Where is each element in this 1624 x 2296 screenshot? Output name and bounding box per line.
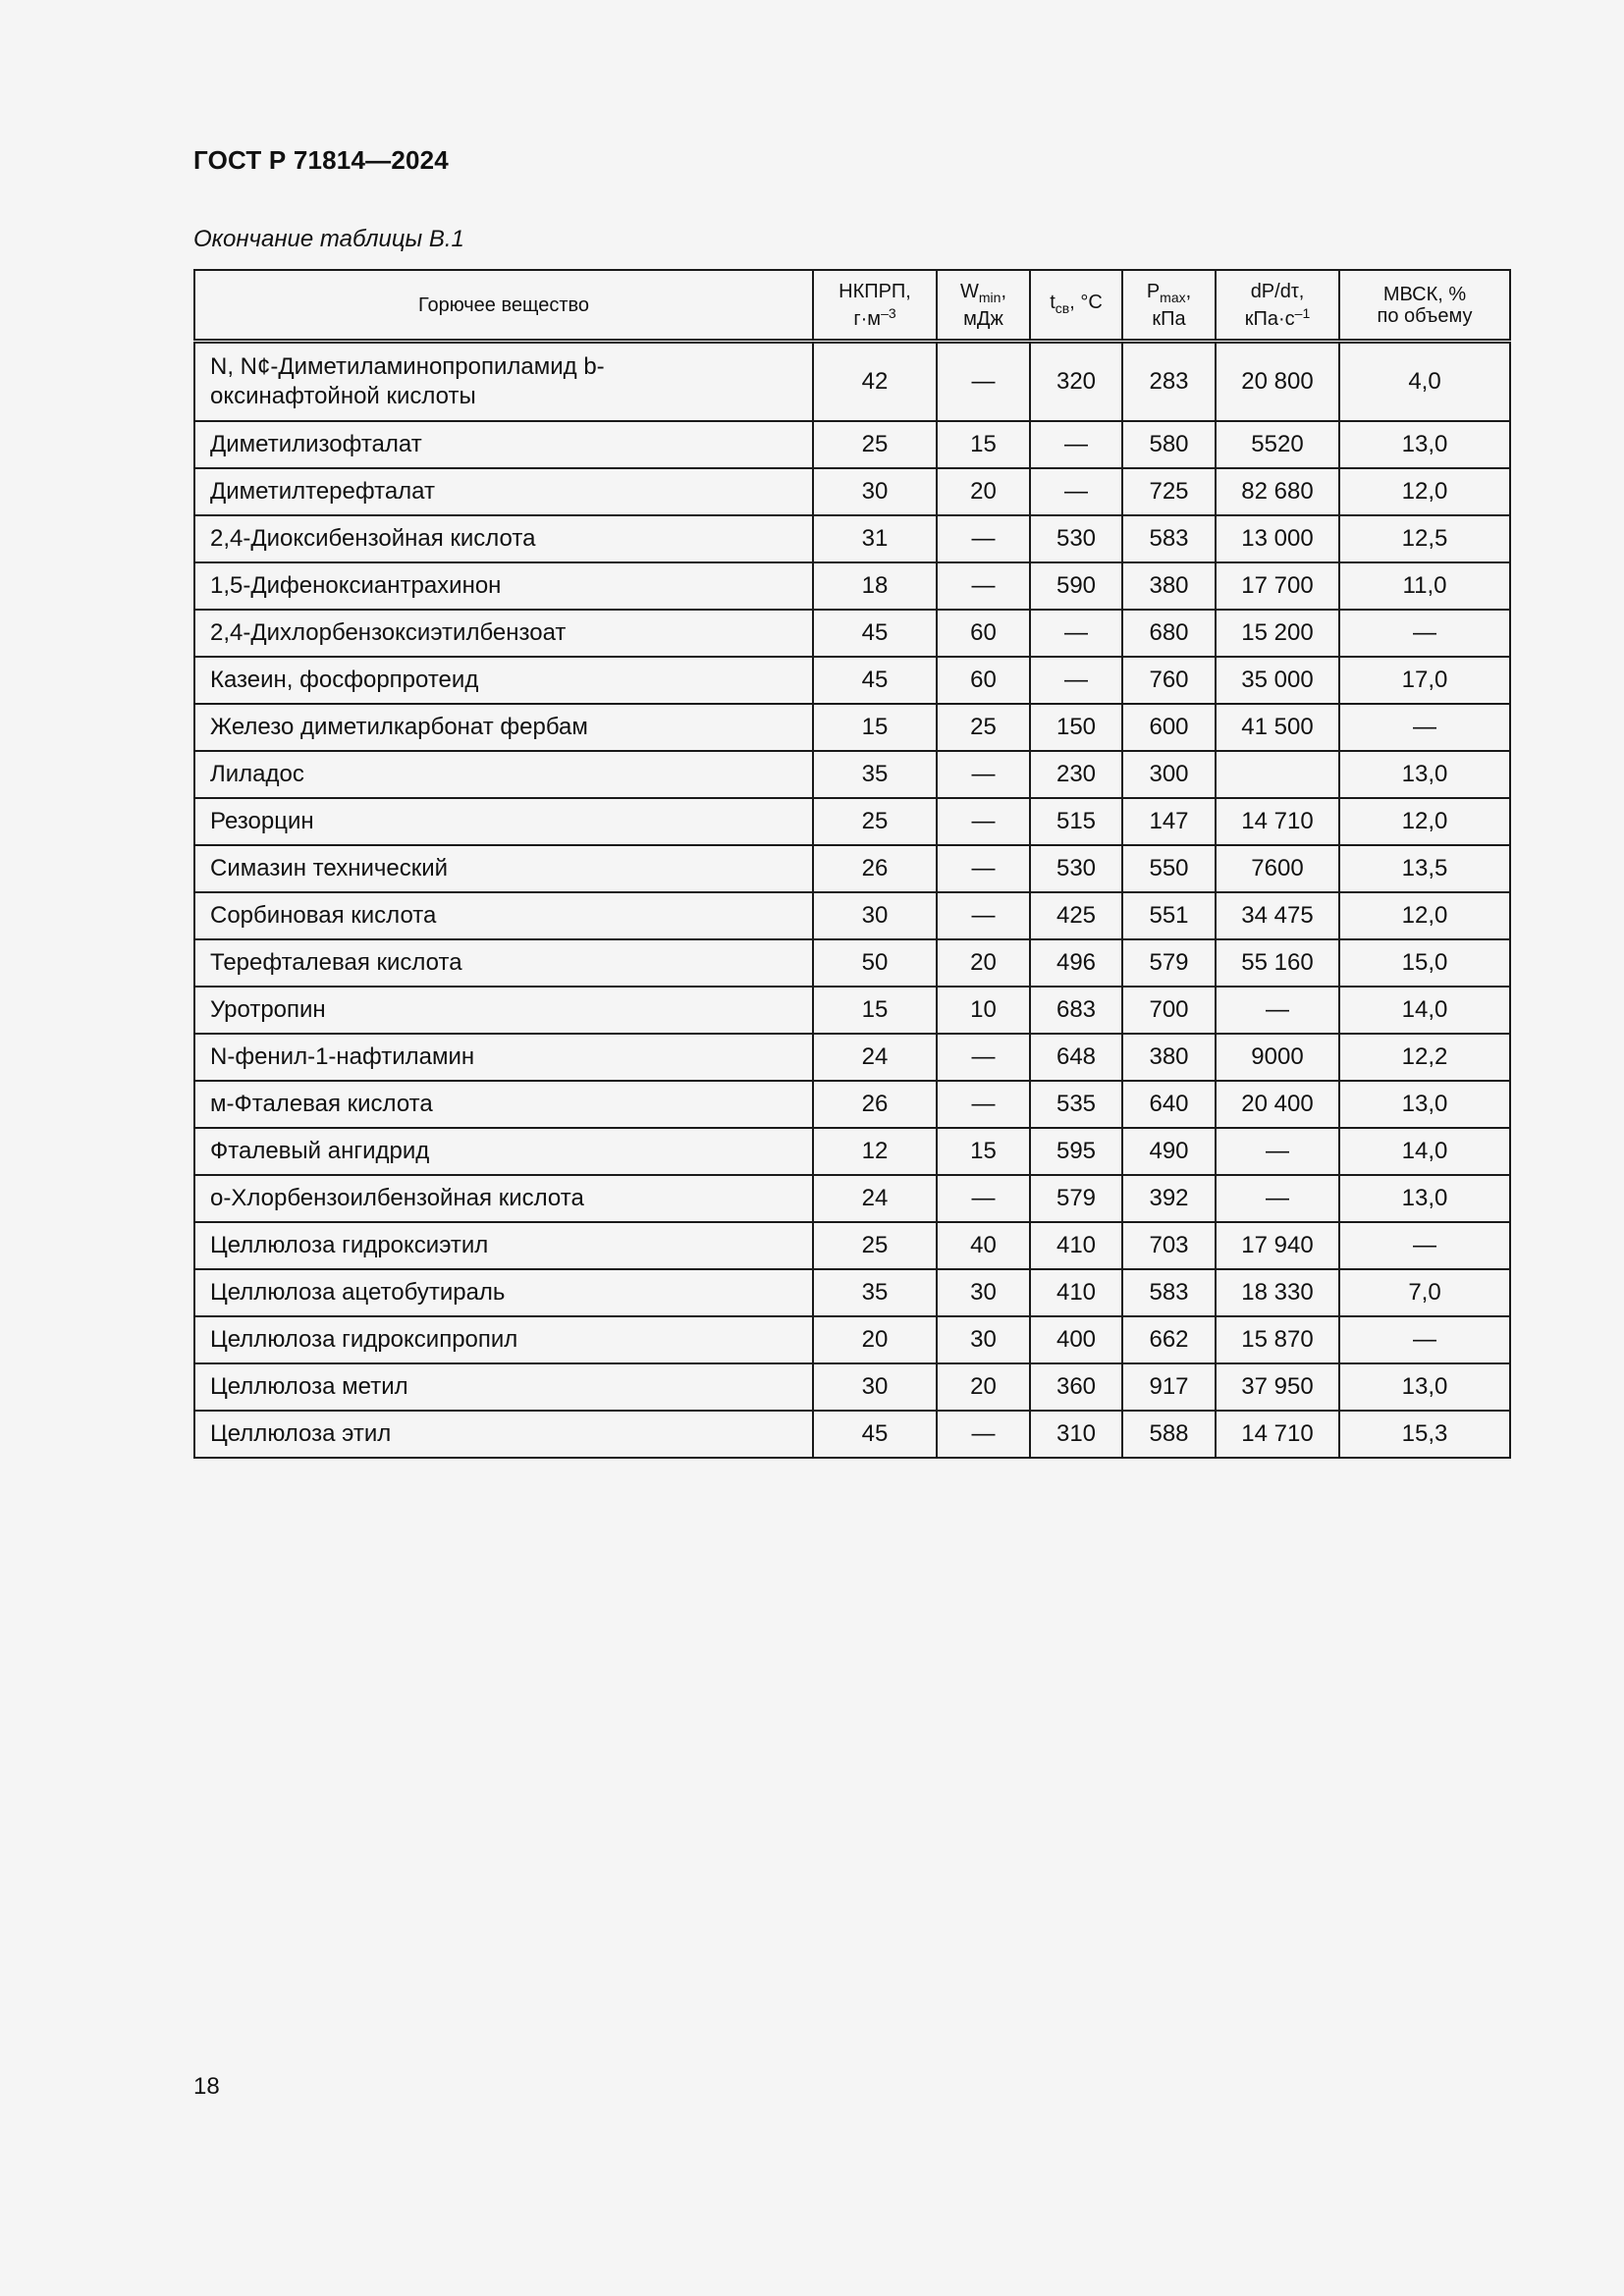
cell-substance: Целлюлоза этил (194, 1411, 813, 1458)
table-row (194, 562, 1510, 610)
cell-mvsk: 17,0 (1339, 657, 1510, 704)
table-row (194, 987, 1510, 1034)
cell-tsv: 360 (1030, 1363, 1122, 1411)
cell-tsv: 425 (1030, 892, 1122, 939)
cell-substance: Целлюлоза метил (194, 1363, 813, 1411)
cell-tsv: — (1030, 468, 1122, 515)
cell-wmin: — (937, 342, 1030, 422)
cell-wmin: — (937, 751, 1030, 798)
cell-lel: 25 (813, 798, 937, 845)
cell-pmax: 380 (1122, 562, 1216, 610)
cell-wmin: — (937, 845, 1030, 892)
cell-tsv: 648 (1030, 1034, 1122, 1081)
cell-dpdt: — (1216, 1175, 1339, 1222)
cell-wmin: 20 (937, 1363, 1030, 1411)
cell-substance: N, N¢-Диметиламинопропиламид b-оксинафтойной кислоты (194, 342, 813, 422)
cell-mvsk: 13,0 (1339, 1175, 1510, 1222)
cell-tsv: 590 (1030, 562, 1122, 610)
cell-pmax: 588 (1122, 1411, 1216, 1458)
col-header-dpdt: dP/dτ, $кПа\cdot с^{-1}$ (1216, 270, 1339, 342)
cell-pmax: 760 (1122, 657, 1216, 704)
col-header-pmax: $P_{max}$, кПа (1122, 270, 1216, 342)
table-row (194, 1411, 1510, 1458)
cell-mvsk: 13,0 (1339, 421, 1510, 468)
table-row (194, 1363, 1510, 1411)
cell-pmax: 550 (1122, 845, 1216, 892)
cell-substance: Резорцин (194, 798, 813, 845)
cell-lel: 15 (813, 987, 937, 1034)
cell-dpdt: 55 160 (1216, 939, 1339, 987)
table-row (194, 751, 1510, 798)
cell-substance: Уротропин (194, 987, 813, 1034)
cell-lel: 30 (813, 892, 937, 939)
data-table (193, 269, 1511, 1459)
cell-tsv: 496 (1030, 939, 1122, 987)
cell-lel: 30 (813, 468, 937, 515)
cell-substance: Терефталевая кислота (194, 939, 813, 987)
cell-mvsk: 13,0 (1339, 1081, 1510, 1128)
cell-dpdt: 7600 (1216, 845, 1339, 892)
cell-dpdt: 15 870 (1216, 1316, 1339, 1363)
cell-lel: 26 (813, 1081, 937, 1128)
cell-lel: 26 (813, 845, 937, 892)
cell-dpdt: 18 330 (1216, 1269, 1339, 1316)
cell-mvsk: 12,0 (1339, 798, 1510, 845)
cell-lel: 35 (813, 1269, 937, 1316)
table-row (194, 1175, 1510, 1222)
cell-tsv: 535 (1030, 1081, 1122, 1128)
cell-tsv: 530 (1030, 515, 1122, 562)
cell-mvsk: 14,0 (1339, 987, 1510, 1034)
cell-wmin: — (937, 562, 1030, 610)
table-row (194, 1222, 1510, 1269)
cell-dpdt: 35 000 (1216, 657, 1339, 704)
cell-dpdt: 20 400 (1216, 1081, 1339, 1128)
cell-mvsk: 14,0 (1339, 1128, 1510, 1175)
cell-wmin: 15 (937, 1128, 1030, 1175)
cell-tsv: 579 (1030, 1175, 1122, 1222)
cell-dpdt: 13 000 (1216, 515, 1339, 562)
cell-lel: 25 (813, 1222, 937, 1269)
cell-lel: 35 (813, 751, 937, 798)
table-row (194, 1081, 1510, 1128)
cell-mvsk: — (1339, 1316, 1510, 1363)
cell-substance: Симазин технический (194, 845, 813, 892)
cell-mvsk: 12,0 (1339, 892, 1510, 939)
cell-pmax: 583 (1122, 1269, 1216, 1316)
cell-mvsk: 12,5 (1339, 515, 1510, 562)
cell-dpdt (1216, 751, 1339, 798)
cell-lel: 45 (813, 657, 937, 704)
cell-substance: Диметилизофталат (194, 421, 813, 468)
cell-wmin: 60 (937, 610, 1030, 657)
cell-substance: Целлюлоза ацетобутираль (194, 1269, 813, 1316)
cell-tsv: 595 (1030, 1128, 1122, 1175)
cell-substance: Диметилтерефталат (194, 468, 813, 515)
cell-substance: 2,4-Диоксибензойная кислота (194, 515, 813, 562)
cell-pmax: 583 (1122, 515, 1216, 562)
cell-dpdt: 9000 (1216, 1034, 1339, 1081)
cell-pmax: 700 (1122, 987, 1216, 1034)
cell-pmax: 300 (1122, 751, 1216, 798)
cell-lel: 45 (813, 1411, 937, 1458)
cell-wmin: 30 (937, 1316, 1030, 1363)
cell-mvsk: 13,0 (1339, 751, 1510, 798)
cell-tsv: 320 (1030, 342, 1122, 422)
cell-lel: 31 (813, 515, 937, 562)
cell-dpdt: 20 800 (1216, 342, 1339, 422)
cell-mvsk: 12,2 (1339, 1034, 1510, 1081)
col-header-substance: Горючее вещество (194, 270, 813, 342)
cell-mvsk: 12,0 (1339, 468, 1510, 515)
cell-wmin: 10 (937, 987, 1030, 1034)
cell-mvsk: 7,0 (1339, 1269, 1510, 1316)
cell-wmin: — (937, 1034, 1030, 1081)
cell-lel: 50 (813, 939, 937, 987)
table-row (194, 515, 1510, 562)
cell-substance: N-фенил-1-нафтиламин (194, 1034, 813, 1081)
table-row (194, 798, 1510, 845)
cell-pmax: 662 (1122, 1316, 1216, 1363)
cell-dpdt: 14 710 (1216, 798, 1339, 845)
cell-pmax: 703 (1122, 1222, 1216, 1269)
cell-pmax: 579 (1122, 939, 1216, 987)
cell-mvsk: 15,3 (1339, 1411, 1510, 1458)
cell-dpdt: — (1216, 1128, 1339, 1175)
cell-tsv: 400 (1030, 1316, 1122, 1363)
cell-dpdt: 37 950 (1216, 1363, 1339, 1411)
table-row (194, 704, 1510, 751)
cell-pmax: 917 (1122, 1363, 1216, 1411)
cell-lel: 20 (813, 1316, 937, 1363)
cell-pmax: 680 (1122, 610, 1216, 657)
cell-tsv: 683 (1030, 987, 1122, 1034)
cell-substance: о-Хлорбензоилбензойная кислота (194, 1175, 813, 1222)
cell-lel: 24 (813, 1034, 937, 1081)
cell-tsv: 410 (1030, 1269, 1122, 1316)
cell-dpdt: 34 475 (1216, 892, 1339, 939)
cell-mvsk: 15,0 (1339, 939, 1510, 987)
cell-dpdt: — (1216, 987, 1339, 1034)
cell-pmax: 490 (1122, 1128, 1216, 1175)
cell-pmax: 283 (1122, 342, 1216, 422)
table-caption: Окончание таблицы В.1 (193, 226, 464, 252)
cell-lel: 25 (813, 421, 937, 468)
cell-substance: Фталевый ангидрид (194, 1128, 813, 1175)
cell-wmin: 20 (937, 939, 1030, 987)
cell-pmax: 380 (1122, 1034, 1216, 1081)
cell-wmin: 40 (937, 1222, 1030, 1269)
cell-mvsk: — (1339, 704, 1510, 751)
cell-pmax: 600 (1122, 704, 1216, 751)
table-row (194, 1128, 1510, 1175)
cell-wmin: 25 (937, 704, 1030, 751)
table-row (194, 1269, 1510, 1316)
cell-wmin: — (937, 515, 1030, 562)
cell-pmax: 147 (1122, 798, 1216, 845)
cell-tsv: 515 (1030, 798, 1122, 845)
cell-wmin: — (937, 892, 1030, 939)
cell-dpdt: 41 500 (1216, 704, 1339, 751)
table-row (194, 421, 1510, 468)
cell-tsv: 230 (1030, 751, 1122, 798)
table-row (194, 468, 1510, 515)
cell-mvsk: 4,0 (1339, 342, 1510, 422)
cell-wmin: 15 (937, 421, 1030, 468)
cell-pmax: 392 (1122, 1175, 1216, 1222)
table-row (194, 610, 1510, 657)
cell-dpdt: 14 710 (1216, 1411, 1339, 1458)
cell-pmax: 551 (1122, 892, 1216, 939)
cell-wmin: — (937, 798, 1030, 845)
cell-wmin: — (937, 1175, 1030, 1222)
cell-wmin: 60 (937, 657, 1030, 704)
cell-lel: 42 (813, 342, 937, 422)
cell-substance: Сорбиновая кислота (194, 892, 813, 939)
col-header-mvsk: МВСК, % по объему (1339, 270, 1510, 342)
cell-substance: 2,4-Дихлорбензоксиэтилбензоат (194, 610, 813, 657)
cell-dpdt: 17 700 (1216, 562, 1339, 610)
col-header-wmin: $W_{min}$, мДж (937, 270, 1030, 342)
cell-wmin: — (937, 1081, 1030, 1128)
cell-lel: 18 (813, 562, 937, 610)
cell-tsv: — (1030, 657, 1122, 704)
cell-mvsk: — (1339, 1222, 1510, 1269)
cell-wmin: — (937, 1411, 1030, 1458)
cell-tsv: 410 (1030, 1222, 1122, 1269)
document-header: ГОСТ Р 71814—2024 (193, 145, 449, 175)
table-row (194, 1034, 1510, 1081)
page-number: 18 (193, 2073, 220, 2100)
cell-lel: 30 (813, 1363, 937, 1411)
cell-substance: Целлюлоза гидроксиэтил (194, 1222, 813, 1269)
cell-substance: Лиладос (194, 751, 813, 798)
cell-mvsk: 13,5 (1339, 845, 1510, 892)
cell-dpdt: 5520 (1216, 421, 1339, 468)
table-row (194, 939, 1510, 987)
cell-dpdt: 15 200 (1216, 610, 1339, 657)
cell-pmax: 580 (1122, 421, 1216, 468)
cell-wmin: 30 (937, 1269, 1030, 1316)
cell-mvsk: 13,0 (1339, 1363, 1510, 1411)
col-header-tsv: $t_{св}$, °С (1030, 270, 1122, 342)
cell-substance: 1,5-Дифеноксиантрахинон (194, 562, 813, 610)
table-row (194, 342, 1510, 422)
cell-substance: Казеин, фосфорпротеид (194, 657, 813, 704)
table-row (194, 892, 1510, 939)
cell-tsv: 150 (1030, 704, 1122, 751)
cell-lel: 15 (813, 704, 937, 751)
table-row (194, 845, 1510, 892)
cell-pmax: 725 (1122, 468, 1216, 515)
cell-tsv: — (1030, 610, 1122, 657)
table-row (194, 657, 1510, 704)
cell-substance: м-Фталевая кислота (194, 1081, 813, 1128)
cell-wmin: 20 (937, 468, 1030, 515)
cell-tsv: 530 (1030, 845, 1122, 892)
cell-lel: 24 (813, 1175, 937, 1222)
cell-tsv: — (1030, 421, 1122, 468)
cell-lel: 45 (813, 610, 937, 657)
table-header-row (194, 270, 1510, 342)
cell-tsv: 310 (1030, 1411, 1122, 1458)
cell-substance: Целлюлоза гидроксипропил (194, 1316, 813, 1363)
col-header-lel: НКПРП, $г\cdot м^{-3}$ (813, 270, 937, 342)
table-row (194, 1316, 1510, 1363)
table-body (194, 342, 1510, 1459)
cell-lel: 12 (813, 1128, 937, 1175)
cell-substance: Железо диметилкарбонат фербам (194, 704, 813, 751)
cell-mvsk: 11,0 (1339, 562, 1510, 610)
cell-pmax: 640 (1122, 1081, 1216, 1128)
cell-mvsk: — (1339, 610, 1510, 657)
cell-dpdt: 17 940 (1216, 1222, 1339, 1269)
cell-dpdt: 82 680 (1216, 468, 1339, 515)
